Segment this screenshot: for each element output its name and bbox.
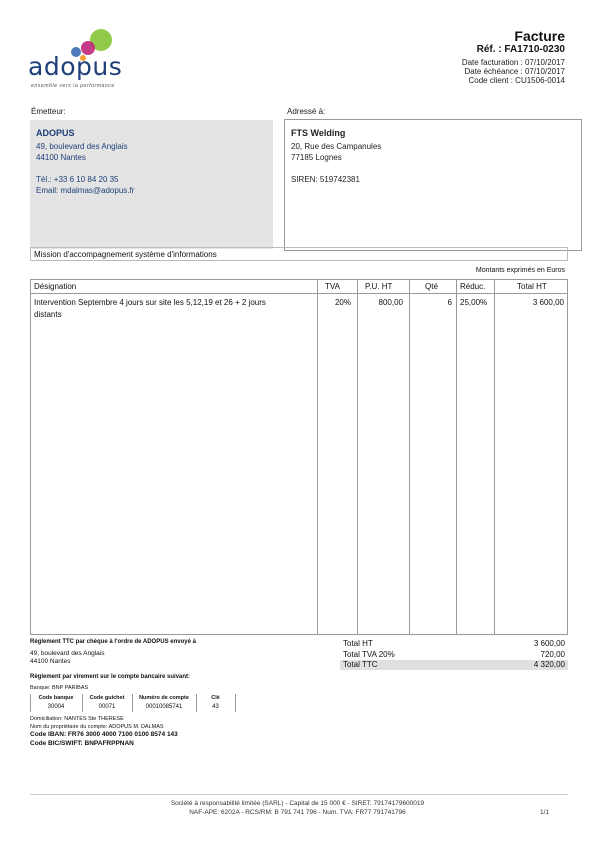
billing-date: Date facturation : 07/10/2017	[461, 58, 565, 67]
bank-name: Banque: BNP PARIBAS	[30, 685, 89, 691]
sender-name: ADOPUS	[36, 128, 75, 138]
recipient-label: Adressé à:	[287, 107, 326, 116]
recipient-address2: 77185 Lognes	[291, 153, 342, 162]
recipient-siren: SIREN: 519742381	[291, 175, 360, 184]
bic-swift: Code BIC/SWIFT: BNPAFRPPNAN	[30, 740, 134, 747]
cheque-address1: 49, boulevard des Anglais	[30, 650, 105, 657]
header-tva: TVA	[325, 282, 340, 291]
recipient-box	[284, 119, 582, 251]
sender-phone: Tél.: +33 6 10 84 20 35	[36, 175, 119, 184]
currency-note: Montants exprimés en Euros	[475, 267, 565, 274]
row-qte: 6	[447, 298, 452, 307]
total-ttc-row	[340, 660, 568, 670]
header-total: Total HT	[517, 282, 547, 291]
sender-box	[30, 120, 273, 249]
total-ht-label: Total HT	[343, 639, 373, 648]
row-designation-line2: distants	[34, 310, 62, 319]
total-tva-value: 720,00	[540, 650, 565, 659]
bank-header-guichet: Code guichet	[89, 695, 125, 701]
total-tva-label: Total TVA 20%	[343, 650, 395, 659]
bank-details-table	[30, 694, 240, 714]
header-designation: Désignation	[34, 282, 77, 291]
header-pu: P.U. HT	[365, 282, 393, 291]
row-reduc: 25,00%	[460, 298, 488, 307]
row-total: 3 600,00	[532, 298, 564, 307]
invoice-reference: Réf. : FA1710-0230	[476, 44, 565, 55]
table-header	[31, 280, 567, 294]
account-owner: Nom du propriétaire du compte: ADOPUS M. DALMAS	[30, 724, 164, 730]
bank-domiciliation: Domiciliation: NANTES Ste THERESE	[30, 716, 124, 722]
footer-divider	[30, 794, 568, 795]
footer-line1: Société à responsabilité limitée (SARL) - Capital de 15 000 € - SIRET: 79174179600019	[170, 800, 425, 807]
sender-address2: 44100 Nantes	[36, 153, 86, 162]
header-reduc: Réduc.	[460, 282, 486, 291]
virement-title: Règlement par virement sur le compte bancaire suivant:	[30, 674, 191, 680]
total-tva-row	[340, 650, 568, 660]
cheque-title: Règlement TTC par chèque à l'ordre de ADOPUS envoyé à	[30, 639, 196, 645]
row-pu: 800,00	[378, 298, 403, 307]
document-title: Facture	[514, 28, 565, 44]
bank-value-code: 30004	[47, 704, 65, 710]
totals-block	[340, 639, 568, 671]
sender-label: Émetteur:	[31, 107, 66, 116]
logo-text: adopus	[28, 52, 123, 81]
recipient-address1: 20, Rue des Campanules	[291, 142, 382, 151]
total-ht-row	[340, 639, 568, 649]
invoice-lines-table	[30, 279, 568, 635]
bank-header-code: Code banque	[38, 695, 74, 701]
recipient-name: FTS Welding	[291, 128, 346, 138]
total-ttc-value: 4 320,00	[533, 660, 565, 669]
sender-address1: 49, boulevard des Anglais	[36, 142, 128, 151]
bank-value-guichet: 00071	[98, 704, 116, 710]
due-date: Date échéance : 07/10/2017	[464, 67, 565, 76]
sender-email: Email: mdalmas@adopus.fr	[36, 186, 135, 195]
client-code: Code client : CU1506-0014	[468, 76, 565, 85]
row-tva: 20%	[334, 298, 351, 307]
row-designation-line1: Intervention Septembre 4 jours sur site les 5,12,19 et 26 + 2 jours	[34, 298, 266, 307]
iban: Code IBAN: FR76 3000 4000 7100 0100 8574 143	[30, 731, 178, 738]
cheque-address2: 44100 Nantes	[30, 658, 71, 665]
mission-title: Mission d'accompagnement système d'informations	[30, 247, 568, 261]
logo-tagline: ensemble vers la performance	[31, 83, 115, 89]
bank-header-key: Clé	[211, 695, 220, 701]
total-ht-value: 3 600,00	[533, 639, 565, 648]
bank-header-account: Numéro de compte	[139, 695, 189, 701]
header-qte: Qté	[425, 282, 438, 291]
footer-line2: NAF-APE: 6202A - RCS/RM: B 791 741 796 - Num. TVA: FR77 791741796	[189, 809, 406, 816]
bank-value-account: 00010085741	[145, 704, 183, 710]
total-ttc-label: Total TTC	[343, 660, 378, 669]
bank-value-key: 43	[212, 704, 219, 710]
page-number: 1/1	[539, 809, 549, 816]
